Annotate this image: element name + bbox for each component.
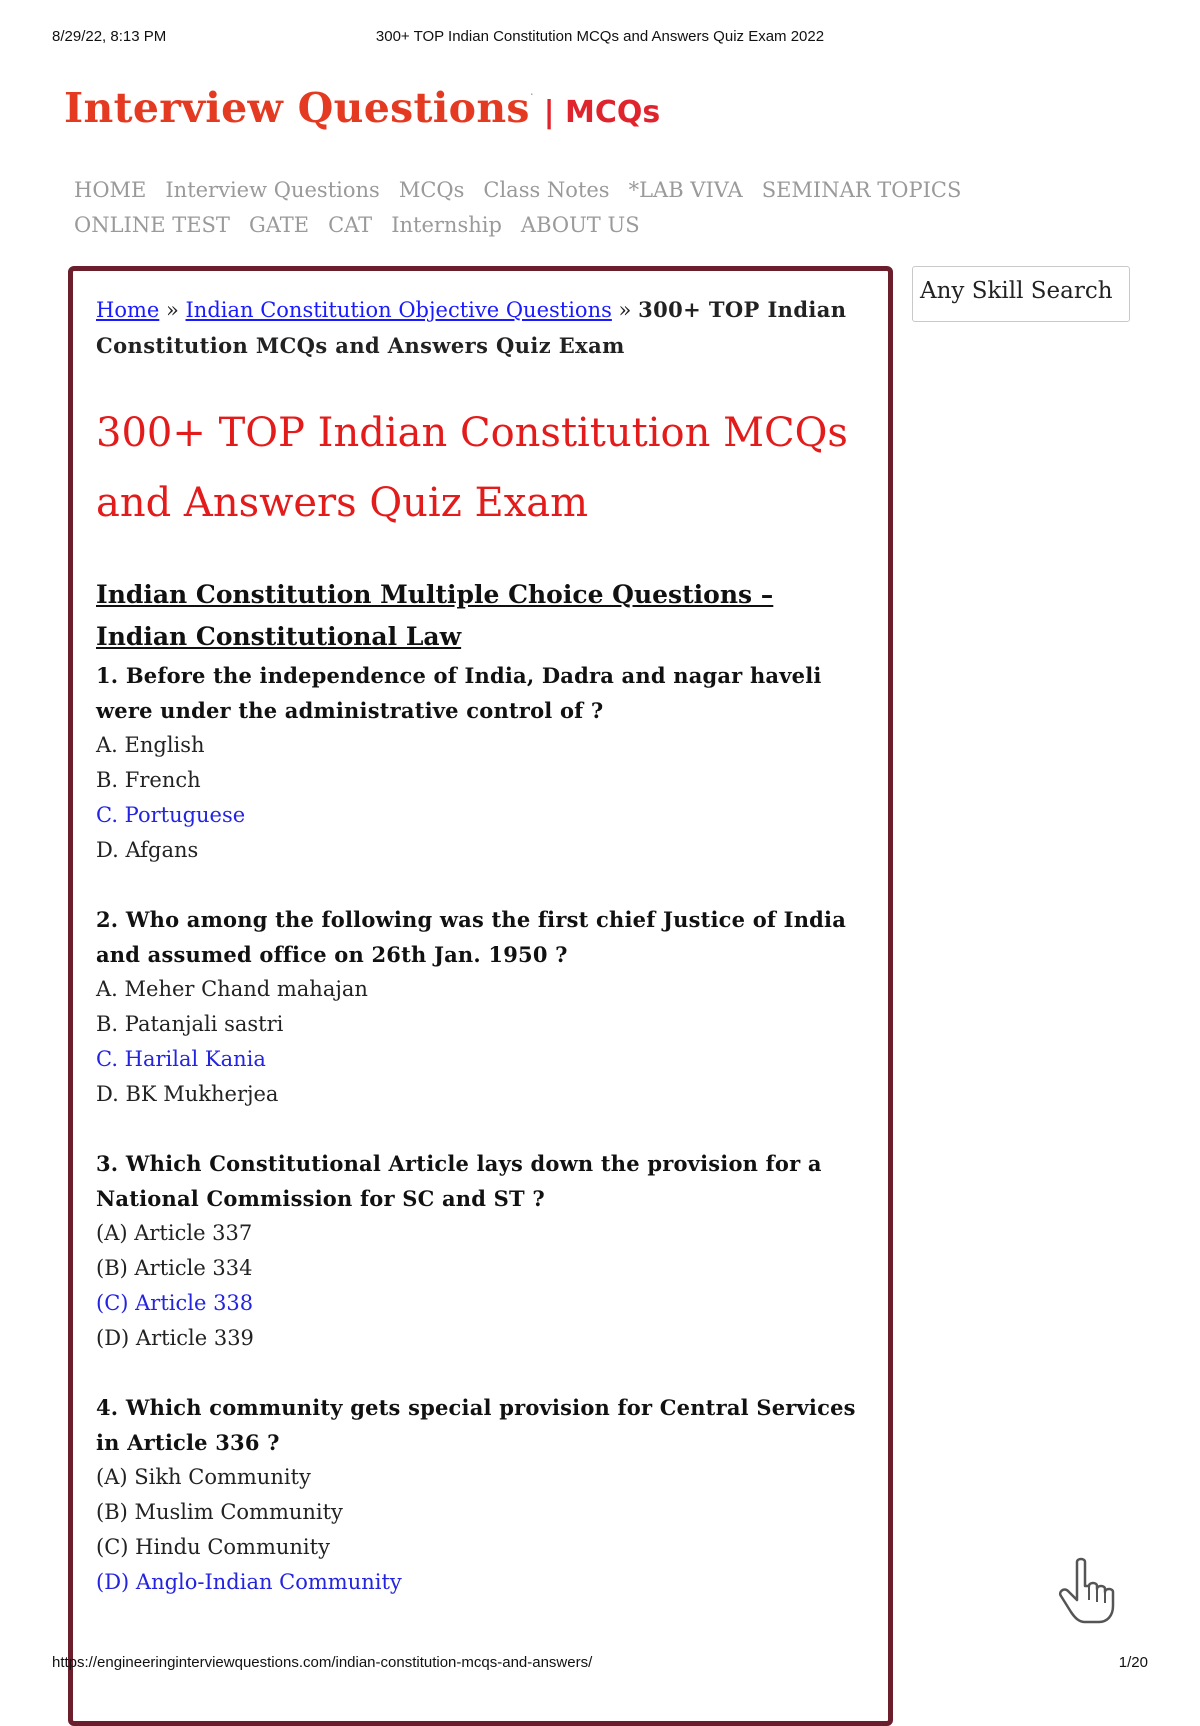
nav-item-internship[interactable]: Internship <box>391 213 502 237</box>
main-nav <box>74 178 974 248</box>
answer-option-correct: C. Portuguese <box>96 803 246 827</box>
nav-item-about-us[interactable]: ABOUT US <box>520 213 640 237</box>
logo-sub-text: | MCQs <box>543 95 661 130</box>
question-text: 2. Who among the following was the first chief Justice of India and assumed office on 26th Jan. 1950 ? <box>96 907 847 967</box>
answer-option: A. English <box>96 733 205 757</box>
nav-item-gate[interactable]: GATE <box>248 213 310 237</box>
nav-item-home[interactable]: HOME <box>74 178 147 202</box>
print-url: https://engineeringinterviewquestions.com/indian-constitution-mcqs-and-answers/ <box>52 1654 593 1671</box>
answer-option: (B) Article 334 <box>96 1256 253 1280</box>
section-heading: Indian Constitution Multiple Choice Questions – Indian Constitutional Law <box>96 580 774 651</box>
answer-option: A. Meher Chand mahajan <box>96 977 368 1001</box>
question-text: 4. Which community gets special provision for Central Services in Article 336 ? <box>96 1395 856 1455</box>
logo-dot: . <box>529 84 534 98</box>
answer-option: B. Patanjali sastri <box>96 1012 284 1036</box>
print-page-number: 1/20 <box>1118 1654 1148 1671</box>
answer-option-correct: (C) Article 338 <box>96 1291 254 1315</box>
breadcrumb-separator: » <box>159 298 186 322</box>
answer-option: (A) Article 337 <box>96 1221 253 1245</box>
page-title: 300+ TOP Indian Constitution MCQs and Answers Quiz Exam <box>96 410 848 526</box>
breadcrumb-current: 300+ TOP Indian Constitution MCQs and Answers Quiz Exam <box>96 297 847 358</box>
answer-option-correct: C. Harilal Kania <box>96 1047 266 1071</box>
question-block <box>96 1146 866 1356</box>
print-date: 8/29/22, 8:13 PM <box>52 28 167 45</box>
article-content <box>96 292 866 1634</box>
nav-item-online-test[interactable]: ONLINE TEST <box>74 213 230 237</box>
nav-row-1 <box>74 178 974 213</box>
print-header <box>52 28 1148 50</box>
question-block <box>96 658 866 868</box>
logo-main-text: Interview Questions <box>64 84 530 132</box>
skill-search-input[interactable]: Any Skill Search <box>912 266 1130 322</box>
nav-item-seminar-topics[interactable]: SEMINAR TOPICS <box>761 178 962 202</box>
answer-option: B. French <box>96 768 201 792</box>
print-title: 300+ TOP Indian Constitution MCQs and Answers Quiz Exam 2022 <box>375 28 825 45</box>
answer-option-correct: (D) Anglo-Indian Community <box>96 1570 402 1594</box>
answer-option: (A) Sikh Community <box>96 1465 311 1489</box>
breadcrumb-separator: » <box>611 298 639 322</box>
question-block <box>96 1390 866 1600</box>
question-text: 3. Which Constitutional Article lays down the provision for a National Commission for SC and ST ? <box>96 1151 822 1211</box>
nav-item-interview-questions[interactable]: Interview Questions <box>165 178 380 202</box>
nav-item-cat[interactable]: CAT <box>328 213 373 237</box>
nav-item-class-notes[interactable]: Class Notes <box>483 178 610 202</box>
print-footer <box>52 1654 1148 1676</box>
answer-option: D. Afgans <box>96 838 199 862</box>
answer-option: (D) Article 339 <box>96 1326 254 1350</box>
question-block <box>96 902 866 1112</box>
breadcrumb-category-link[interactable]: Indian Constitution Objective Questions <box>185 298 612 322</box>
breadcrumb-home-link[interactable]: Home <box>96 298 160 322</box>
question-text: 1. Before the independence of India, Dadra and nagar haveli were under the administrative control of ? <box>96 663 822 723</box>
answer-option: (C) Hindu Community <box>96 1535 330 1559</box>
breadcrumb <box>96 292 866 364</box>
site-logo[interactable] <box>64 84 660 132</box>
answer-option: D. BK Mukherjea <box>96 1082 279 1106</box>
nav-item-mcqs[interactable]: MCQs <box>398 178 465 202</box>
question-list <box>96 658 866 1600</box>
answer-option: (B) Muslim Community <box>96 1500 343 1524</box>
hand-pointer-icon <box>1055 1556 1121 1626</box>
nav-row-2 <box>74 213 974 248</box>
nav-item-lab-viva[interactable]: *LAB VIVA <box>628 178 743 202</box>
